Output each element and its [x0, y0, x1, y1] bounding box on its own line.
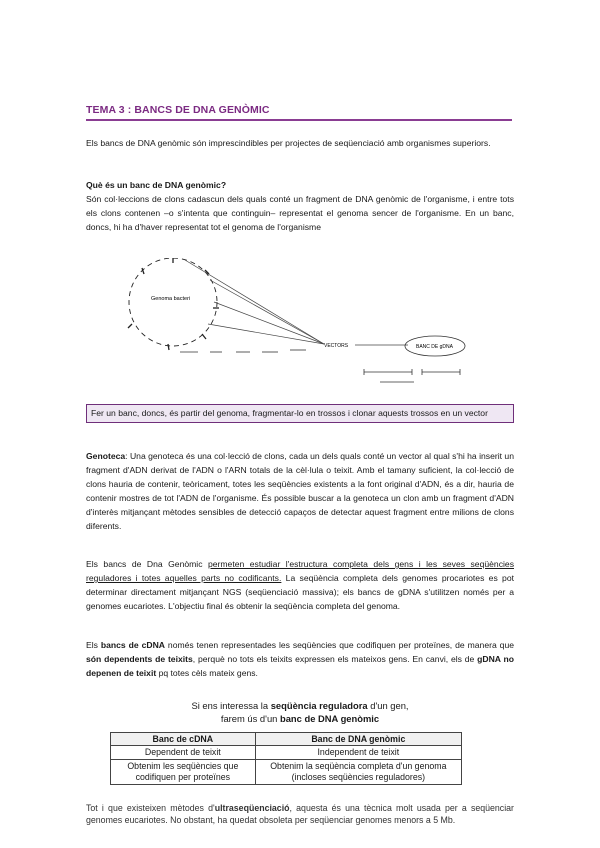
question-heading-text: Què és un banc de DNA genòmic? — [86, 180, 227, 190]
vectors-label: VECTORS — [324, 343, 349, 349]
table-cell: Dependent de teixit — [111, 746, 256, 760]
table-cell: Obtenim la seqüència completa d'un genoma (incloses seqüències reguladores) — [255, 760, 461, 785]
table-header-row — [111, 733, 462, 746]
cloned-segments — [364, 369, 460, 382]
intro-paragraph: Els bancs de DNA genòmic són imprescindibles per projectes de seqüenciació amb organismes superiors. — [86, 138, 491, 148]
genoteca-text: : Una genoteca és una col·lecció de clons, cada un dels quals conté un vector al qual s'hi ha inserit un fragment d'ADN derivat de l'ADN o l'ARN totals de la cèl·lula o teixit. Amb el tamany suficient, la col·lecció de clons hauria de contenir, teòricament, totes les seqüències existents a la font original d'ADN, és a dir, hauria de contenir mostres de tot l'ADN de l'organisme. És possible buscar a la genoteca un clon amb un fragment d'ADN d'interès mitjançant mètodes sensibles de detecció capaços de detectar aquest fragment entre milions de clons diferents. — [86, 451, 514, 532]
table-row — [111, 746, 462, 760]
fragments — [180, 350, 306, 352]
underlined-statement: permeten estudiar l'estructura completa dels gens i les seves seqüències reguladores i totes aquelles parts no codificants. — [86, 559, 514, 584]
question-heading — [86, 178, 514, 192]
genomic-paragraph: Els bancs de Dna Genòmic permeten estudiar l'estructura completa dels gens i les seves seqüències reguladores i totes aquelles parts no codificants. La seqüència completa dels genomes procariotes es pot determinar directament mitjançant NGS (seqüenciació massiva); els bancs de gDNA s'utilitzen només per a genomes eucariotes. L'objectiu final és obtenir la seqüència completa del genoma. — [86, 559, 514, 612]
cdna-paragraph: Els bancs de cDNA només tenen representades les seqüències que codifiquen per proteïnes, de manera que són dependents de teixits, perquè no tots els teixits expressen els mateixos gens. En canvi, els de gDNA no depenen de teixit pq totes cèls mateix gens. — [86, 640, 515, 679]
definition-paragraph: Són col·leccions de clons cadascun dels quals conté un fragment de DNA genòmic de l'organisme, i entre tots els clons contenen –o s'intenta que continguin– representat el genoma sencer de l'organisme. En un banc, doncs, hi ha d'haver representat tot el genoma de l'organisme — [86, 194, 514, 233]
genoteca-paragraph — [86, 449, 514, 534]
ultraseq-paragraph: Tot i que existeixen mètodes d'ultraseqüenciació, aquesta és una tècnica molt usada per a seqüenciar genomes eucariotes. No obstant, ha quedat obsoleta per seqüenciar genomes menors a 5 Mb. — [86, 803, 514, 825]
comparison-table — [110, 732, 462, 785]
regulatory-note: Si ens interessa la seqüència reguladora d'un gen, farem ús d'un banc de DNA genòmic — [191, 700, 409, 724]
genome-bank-diagram — [110, 258, 490, 390]
table-header-cdna: Banc de cDNA — [111, 733, 256, 746]
table-cell: Obtenim les seqüències que codifiquen per proteïnes — [111, 760, 256, 785]
fan-lines — [185, 260, 324, 344]
summary-callout: Fer un banc, doncs, és partir del genoma, fragmentar-lo en trossos i clonar aquests trossos en un vector — [86, 404, 514, 423]
genome-label: Genoma bacteri — [151, 296, 191, 302]
page-title: TEMA 3 : BANCS DE DNA GENÒMIC — [86, 104, 512, 121]
table-header-gdna: Banc de DNA genòmic — [255, 733, 461, 746]
table-row — [111, 760, 462, 785]
table-cell: Independent de teixit — [255, 746, 461, 760]
genoteca-term: Genoteca — [86, 451, 126, 461]
bank-label: BANC DE gDNA — [416, 344, 453, 350]
